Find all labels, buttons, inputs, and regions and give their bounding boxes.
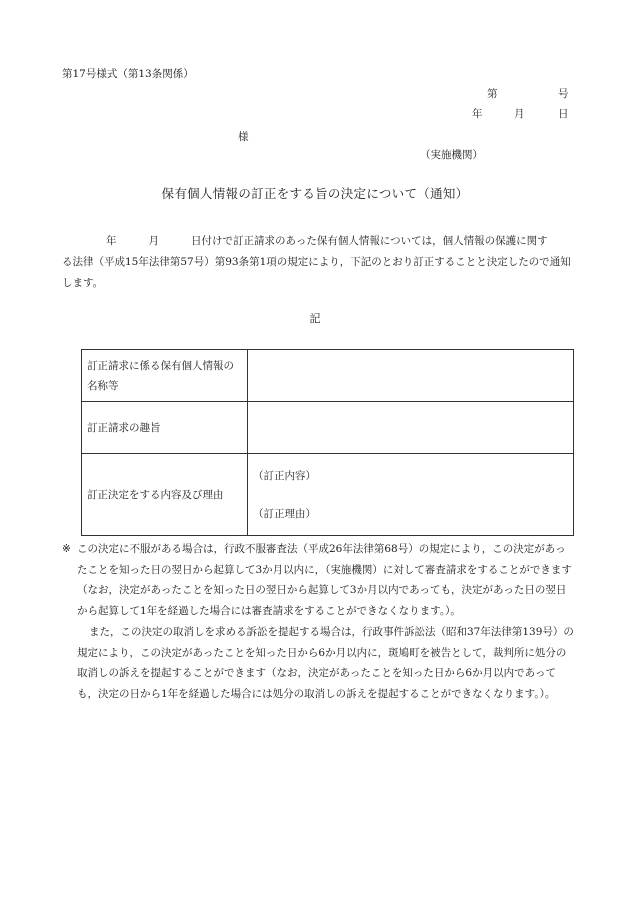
note-mark: ※ bbox=[62, 543, 71, 555]
row-label-request-purpose: 訂正請求の趣旨 bbox=[82, 402, 248, 454]
correction-content-label: （訂正内容） bbox=[253, 469, 316, 482]
row-value-decision bbox=[248, 454, 574, 536]
appeal-note bbox=[62, 539, 576, 621]
table-row bbox=[82, 402, 574, 454]
row-label-info-name: 訂正請求に係る保有個人情報の名称等 bbox=[82, 350, 248, 402]
body-year: 年 bbox=[106, 235, 117, 247]
addressee-suffix: 様 bbox=[238, 131, 249, 143]
correction-reason-label: （訂正理由） bbox=[253, 507, 316, 520]
table-row bbox=[82, 454, 574, 536]
document-number-suffix: 号 bbox=[558, 88, 569, 100]
document-number-label: 第 bbox=[487, 88, 498, 100]
lawsuit-note-text: また，この決定の取消しを求める訴訟を提起する場合は，行政事件訴訟法（昭和37年法律第139号）の規定により，この決定があったことを知った日から6か月以内に，斑鳩町を被告として，裁判所に処分の取消しの訴えを提起することができます（なお，決定があったことを知った日から6か月以内であっても，決定の日から1年を経過した場合には処分の取消しの訴えを提起することができなくなります。）。 bbox=[77, 626, 574, 700]
details-table bbox=[81, 349, 574, 536]
body-text-rest: る法律（平成15年法律第57号）第93条第1項の規定により，下記のとおり訂正することと決定したので通知します。 bbox=[62, 256, 571, 289]
lawsuit-note bbox=[62, 622, 576, 704]
row-value-request-purpose bbox=[248, 402, 574, 454]
row-value-info-name bbox=[248, 350, 574, 402]
issuer: （実施機関） bbox=[420, 149, 483, 161]
appeal-note-text: この決定に不服がある場合は，行政不服審査法（平成26年法律第68号）の規定により，この決定があったことを知った日の翌日から起算して3か月以内に，（実施機関）に対して審査請求をすることができます（なお，決定があったことを知った日の翌日から起算して3か月以内であっても，決定があった日の翌日から起算して1年を経過した場合には審査請求をすることができなくなります。）。 bbox=[77, 543, 572, 617]
row-label-decision: 訂正決定をする内容及び理由 bbox=[82, 454, 248, 536]
date-year: 年 bbox=[472, 108, 483, 120]
body-text-line1: 日付けで訂正請求のあった保有個人情報については，個人情報の保護に関す bbox=[191, 235, 548, 247]
date-month: 月 bbox=[514, 108, 525, 120]
ki-heading: 記 bbox=[309, 312, 321, 325]
table-row bbox=[82, 350, 574, 402]
page-title: 保有個人情報の訂正をする旨の決定について（通知） bbox=[161, 186, 469, 201]
date-day: 日 bbox=[558, 108, 569, 120]
body-month: 月 bbox=[148, 235, 159, 247]
body-paragraph bbox=[62, 231, 576, 294]
form-number: 第17号様式（第13条関係） bbox=[62, 68, 194, 80]
